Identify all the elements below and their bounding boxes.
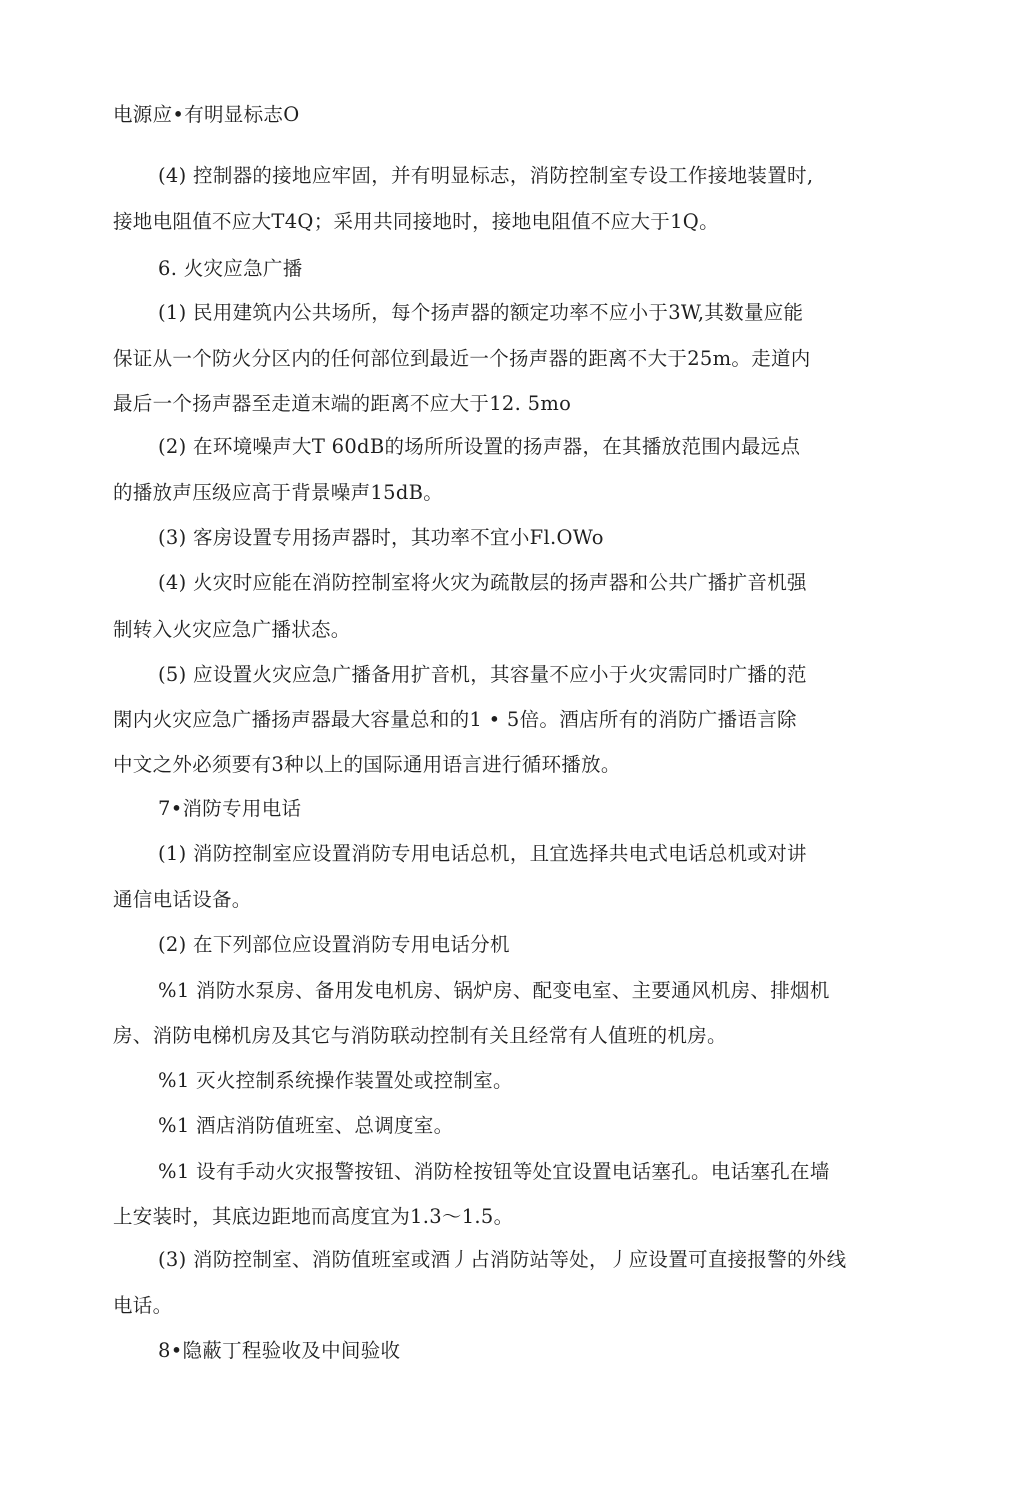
text-line: (1) 民用建筑内公共场所，每个扬声器的额定功率不应小于3W,其数量应能	[158, 301, 804, 324]
text-line: 的播放声压级应高于背景噪声15dB。	[113, 481, 444, 504]
text-line: 房、消防电梯机房及其它与消防联动控制有关且经常有人值班的机房。	[113, 1024, 727, 1047]
list-item: %1 设有手动火灾报警按钮、消防栓按钮等处宜设置电话塞孔。电话塞孔在墙	[158, 1160, 830, 1183]
text-line: (1) 消防控制室应设置消防专用电话总机，且宜选择共电式电话总机或对讲	[158, 842, 807, 865]
text-line: 电源应•有明显标志O	[113, 103, 300, 126]
text-line: 接地电阻值不应大T4Q；采用共同接地时，接地电阻值不应大于1Q。	[113, 210, 719, 233]
text-line: 保证从一个防火分区内的任何部位到最近一个扬声器的距离不大于25m。走道内	[113, 347, 811, 370]
text-line: 閑内火灾应急广播扬声器最大容量总和的1 • 5倍。酒店所有的消防广播语言除	[113, 708, 797, 731]
section-heading: 6. 火灾应急广播	[158, 257, 303, 280]
list-item: %1 灭火控制系统操作装置处或控制室。	[158, 1069, 513, 1092]
list-item: %1 酒店消防值班室、总调度室。	[158, 1114, 454, 1137]
text-line: (4) 控制器的接地应牢固，并有明显标志，消防控制室专设工作接地装置时,	[158, 164, 814, 187]
text-line: 最后一个扬声器至走道末端的距离不应大于12. 5mo	[113, 392, 572, 415]
text-line: (3) 客房设置专用扬声器时，其功率不宜小Fl.OWo	[158, 526, 604, 549]
text-line: (2) 在环境噪声大T 60dB的场所所设置的扬声器，在其播放范围内最远点	[158, 435, 801, 458]
text-line: 通信电话设备。	[113, 888, 252, 911]
text-line: (3) 消防控制室、消防值班室或酒丿占消防站等处，丿应设置可直接报警的外线	[158, 1248, 847, 1271]
text-line: 中文之外必须要有3种以上的国际通用语言进行循环播放。	[113, 753, 621, 776]
list-item: %1 消防水泵房、备用发电机房、锅炉房、配变电室、主要通风机房、排烟机	[158, 979, 830, 1002]
text-line: (2) 在下列部位应设置消防专用电话分机	[158, 933, 510, 956]
text-line: 电话。	[113, 1294, 173, 1317]
section-heading: 7•消防专用电话	[158, 797, 302, 820]
section-heading: 8•隐蔽丁程验收及中间验收	[158, 1339, 401, 1362]
text-line: (5) 应设置火灾应急广播备用扩音机，其容量不应小于火灾需同时广播的范	[158, 663, 807, 686]
text-line: 上安装时，其底边距地而高度宜为1.3〜1.5。	[113, 1205, 514, 1228]
text-line: 制转入火灾应急广播状态。	[113, 618, 351, 641]
text-line: (4) 火灾时应能在消防控制室将火灾为疏散层的扬声器和公共广播扩音机强	[158, 571, 807, 594]
